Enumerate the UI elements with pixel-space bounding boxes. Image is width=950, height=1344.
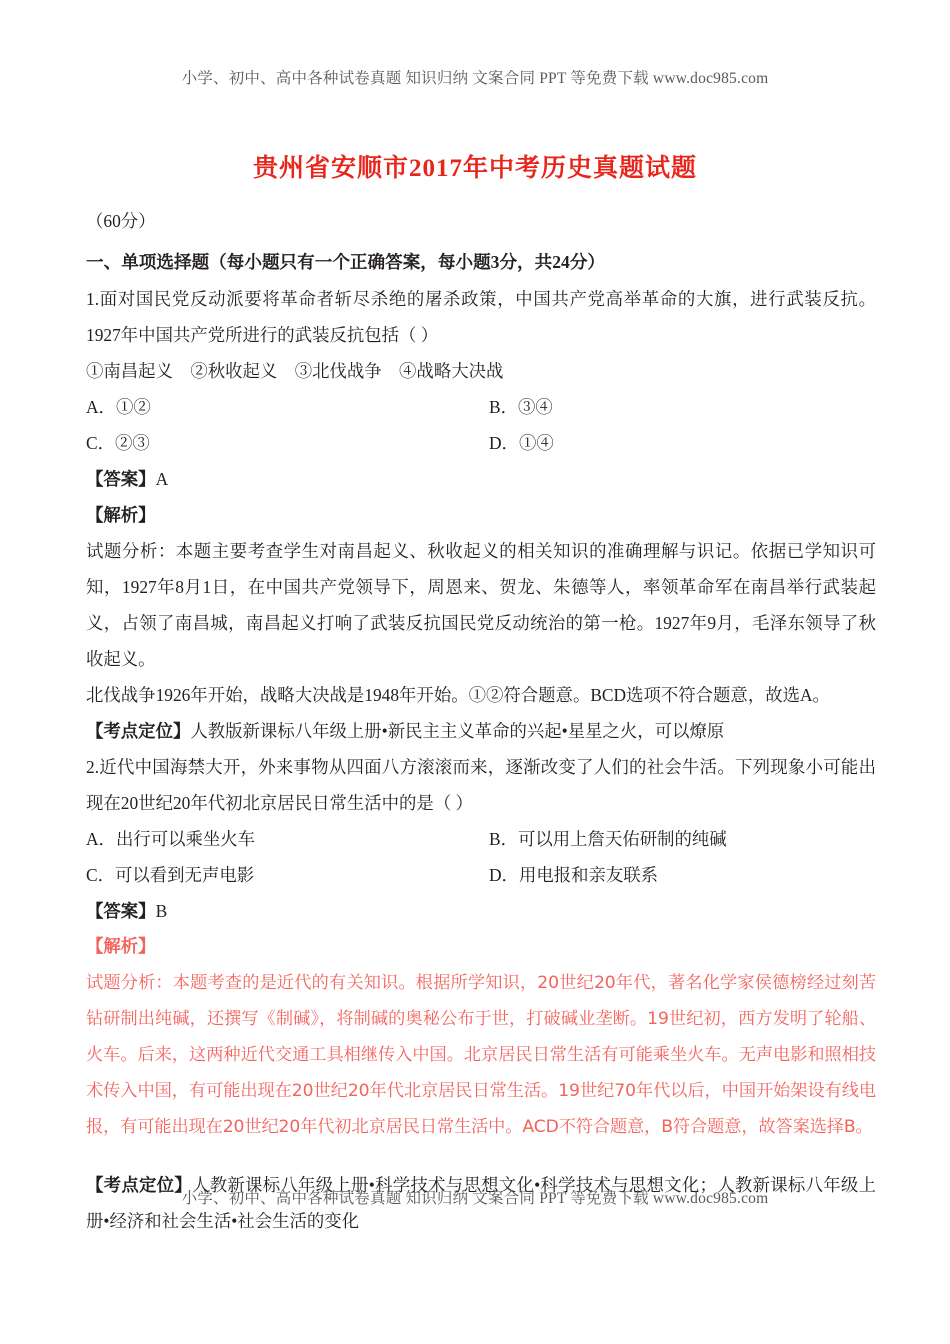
answer-tag: 【答案】	[86, 469, 156, 489]
answer-value: A	[155, 469, 169, 489]
question-stem: 1.面对国民党反动派要将革命者斩尽杀绝的屠杀政策，中国共产党高举革命的大旗，进行武装反抗。1927年中国共产党所进行的武装反抗包括（ ）	[86, 289, 876, 345]
kaodian-line	[86, 713, 876, 749]
running-header-text: 小学、初中、高中各种试卷真题 知识归纳 文案合同 PPT 等免费下载	[181, 70, 649, 87]
analysis-tag: 【解析】	[86, 505, 156, 525]
choice-option-a: A．出行可以乘坐火车	[86, 829, 256, 849]
answer-value: B	[155, 901, 168, 921]
choice-row	[86, 389, 876, 425]
running-footer-text: 小学、初中、高中各种试卷真题 知识归纳 文案合同 PPT 等免费下载	[181, 1190, 649, 1207]
kaodian-tag: 【考点定位】	[86, 1175, 193, 1195]
document-body	[86, 205, 876, 1239]
question-block	[86, 281, 876, 749]
question-block	[86, 749, 876, 1239]
paragraph-spacer	[86, 1145, 876, 1167]
question-stem: 2.近代中国海禁大开，外来事物从四面八方滚滚而来，逐渐改变了人们的社会牛活。下列现象小可能出现在20世纪20年代初北京居民日常生活中的是（ ）	[86, 757, 876, 813]
answer-line	[86, 461, 876, 497]
total-score-note: （60分）	[86, 211, 156, 231]
analysis-paragraph: 试题分析：本题主要考查学生对南昌起义、秋收起义的相关知识的准确理解与识记。依据已学知识可知，1927年8月1日，在中国共产党领导下，周恩来、贺龙、朱德等人，率领革命军在南昌举行武装起义，占领了南昌城，南昌起义打响了武装反抗国民党反动统治的第一枪。1927年9月，毛泽东领导了秋收起义。	[86, 541, 876, 669]
running-header	[0, 66, 950, 88]
analysis-paragraph: 北伐战争1926年开始，战略大决战是1948年开始。①②符合题意。BCD选项不符合题意，故选A。	[86, 685, 830, 705]
choice-option-d: D．①④	[489, 433, 554, 453]
answer-tag: 【答案】	[86, 901, 156, 921]
question-circled-options: ①南昌起义 ②秋收起义 ③北伐战争 ④战略大决战	[86, 361, 504, 381]
choice-row	[86, 425, 876, 461]
kaodian-text: 人教版新课标八年级上册•新民主主义革命的兴起•星星之火，可以燎原	[190, 721, 725, 741]
choice-row	[86, 857, 876, 893]
answer-line	[86, 893, 876, 929]
choice-option-a: A．①②	[86, 397, 151, 417]
analysis-paragraph: 试题分析：本题考查的是近代的有关知识。根据所学知识，20世纪20年代，著名化学家侯德榜经过刻苦钻研制出纯碱，还撰写《制碱》，将制碱的奥秘公布于世，打破碱业垄断。19世纪初，西方发明了轮船、火车。后来，这两种近代交通工具相继传入中国。北京居民日常生活有可能乘坐火车。无声电影和照相技术传入中国，有可能出现在20世纪20年代北京居民日常生活。19世纪70年代以后，中国开始架设有线电报，有可能出现在20世纪20年代初北京居民日常生活中。ACD不符合题意，B符合题意，故答案选择B。	[86, 973, 876, 1137]
choice-option-b: B．可以用上詹天佑研制的纯碱	[489, 829, 727, 849]
kaodian-text: 人教新课标八年级上册•科学技术与思想文化•科学技术与思想文化；人教新课标八年级上册•经济和社会生活•社会生活的变化	[86, 1175, 876, 1231]
choice-option-c: C．②③	[86, 433, 150, 453]
analysis-tag: 【解析】	[86, 937, 156, 957]
section-heading: 一、单项选择题（每小题只有一个正确答案，每小题3分，共24分）	[86, 252, 606, 272]
choice-row	[86, 821, 876, 857]
running-header-url: www.doc985.com	[652, 70, 769, 87]
running-footer-url: www.doc985.com	[652, 1190, 769, 1207]
choice-option-c: C．可以看到无声电影	[86, 865, 255, 885]
kaodian-tag: 【考点定位】	[86, 721, 191, 741]
choice-option-d: D．用电报和亲友联系	[489, 865, 659, 885]
running-footer	[0, 1186, 950, 1208]
choice-option-b: B．③④	[489, 397, 553, 417]
page-title: 贵州省安顺市2017年中考历史真题试题	[252, 155, 697, 182]
